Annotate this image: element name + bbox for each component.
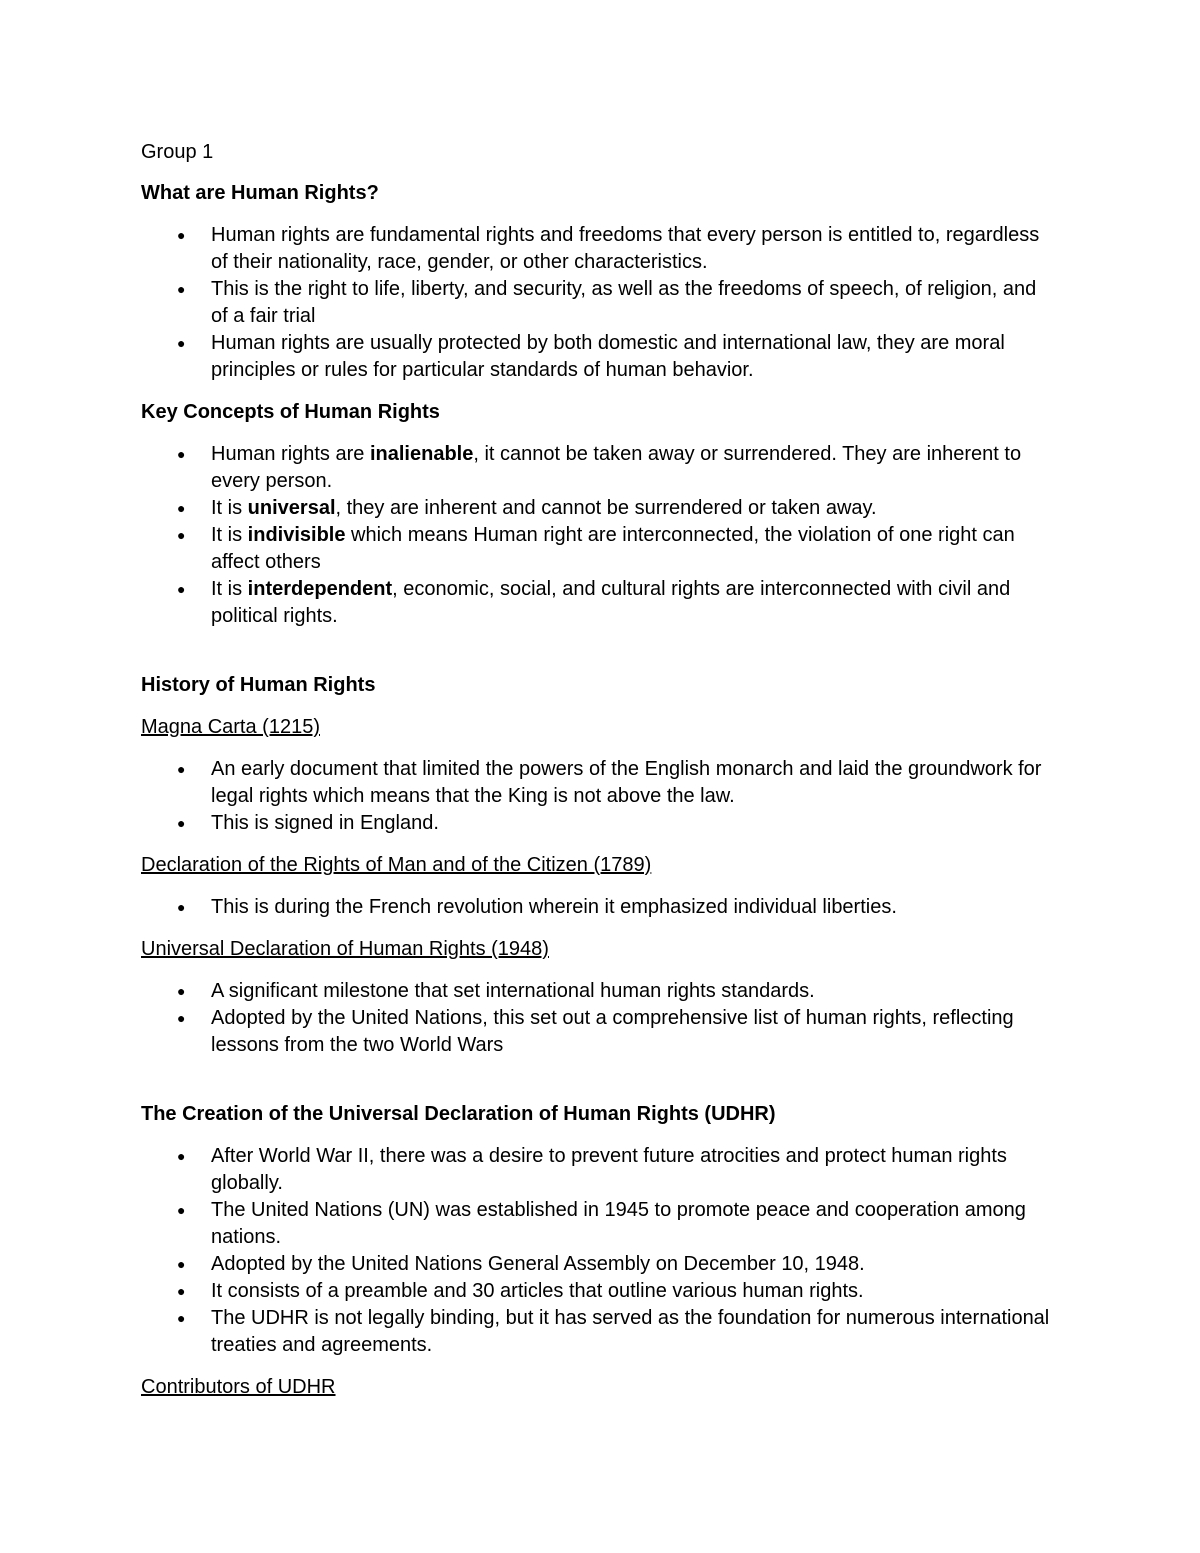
list-item: ● Human rights are inalienable, it cannot be taken away or surrendered. They are inherent to every person. — [177, 443, 1022, 492]
list-item: ● It is universal, they are inherent and cannot be surrendered or taken away. — [141, 495, 1051, 522]
list-magna-carta — [141, 756, 1051, 837]
list-item: ● This is the right to life, liberty, and security, as well as the freedoms of speech, of religion, and of a fair trial — [177, 278, 1037, 327]
list-key-concepts — [141, 441, 1051, 630]
document-page — [141, 139, 1051, 1416]
key-term: interdependent — [247, 578, 393, 600]
bullet-icon: ● — [177, 1010, 186, 1026]
list-item: ● It is interdependent, economic, social, and cultural rights are interconnected with civil and political rights. — [177, 578, 1011, 627]
list-item: ● It is indivisible which means Human right are interconnected, the violation of one right can affect others — [177, 524, 1015, 573]
key-term: inalienable — [369, 443, 474, 465]
list-item: ● A significant milestone that set international human rights standards. — [141, 978, 1051, 1005]
list-item: ● Adopted by the United Nations, this set out a comprehensive list of human rights, reflecting lessons from the two World Wars — [177, 1007, 1014, 1056]
bullet-icon: ● — [177, 446, 186, 462]
spacer — [141, 645, 1051, 672]
bullet-icon: ● — [177, 1310, 186, 1326]
bullet-icon: ● — [177, 1148, 186, 1164]
bullet-icon: ● — [177, 1256, 186, 1272]
bullet-icon: ● — [177, 1283, 186, 1299]
heading-history: History of Human Rights — [141, 674, 376, 696]
list-item: ● An early document that limited the powers of the English monarch and laid the groundwork for legal rights which means that the King is not above the law. — [177, 758, 1042, 807]
group-label: Group 1 — [141, 141, 214, 163]
list-udhr-1948 — [141, 978, 1051, 1059]
bullet-icon: ● — [177, 581, 186, 597]
bullet-icon: ● — [177, 335, 186, 351]
key-term: indivisible — [247, 524, 346, 546]
subheading-contributors-of-udhr: Contributors of UDHR — [141, 1376, 336, 1398]
list-item: ● The UDHR is not legally binding, but it has served as the foundation for numerous international treaties and agreements. — [177, 1307, 1050, 1356]
bullet-icon: ● — [177, 500, 186, 516]
bullet-icon: ● — [177, 281, 186, 297]
list-creation-of-udhr — [141, 1143, 1051, 1359]
bullet-icon: ● — [177, 227, 186, 243]
bullet-icon: ● — [177, 761, 186, 777]
heading-key-concepts: Key Concepts of Human Rights — [141, 401, 440, 423]
list-item: ● Human rights are usually protected by both domestic and international law, they are moral principles or rules for particular standards of human behavior. — [177, 332, 1005, 381]
list-item: ● This is during the French revolution wherein it emphasized individual liberties. — [141, 894, 1051, 921]
list-item: ● The United Nations (UN) was established in 1945 to promote peace and cooperation among nations. — [177, 1199, 1026, 1248]
heading-what-are-human-rights: What are Human Rights? — [141, 182, 379, 204]
key-term: universal — [247, 497, 336, 519]
bullet-icon: ● — [177, 527, 186, 543]
bullet-icon: ● — [177, 1202, 186, 1218]
list-what-are-human-rights — [141, 222, 1051, 384]
subheading-udhr-1948: Universal Declaration of Human Rights (1948) — [141, 938, 549, 960]
heading-creation-of-udhr: The Creation of the Universal Declaration of Human Rights (UDHR) — [141, 1103, 776, 1125]
list-item: ● Adopted by the United Nations General Assembly on December 10, 1948. — [141, 1251, 1051, 1278]
subheading-magna-carta: Magna Carta (1215) — [141, 716, 320, 738]
bullet-icon: ● — [177, 983, 186, 999]
spacer — [141, 1074, 1051, 1101]
bullet-icon: ● — [177, 899, 186, 915]
list-item: ● After World War II, there was a desire to prevent future atrocities and protect human rights globally. — [177, 1145, 1007, 1194]
bullet-icon: ● — [177, 815, 186, 831]
list-item: ● It consists of a preamble and 30 articles that outline various human rights. — [141, 1278, 1051, 1305]
list-item: ● Human rights are fundamental rights and freedoms that every person is entitled to, regardless of their nationality, race, gender, or other characteristics. — [177, 224, 1040, 273]
list-item: ● This is signed in England. — [141, 810, 1051, 837]
subheading-declaration-rights-of-man: Declaration of the Rights of Man and of the Citizen (1789) — [141, 854, 652, 876]
list-declaration-rights-of-man — [141, 894, 1051, 921]
